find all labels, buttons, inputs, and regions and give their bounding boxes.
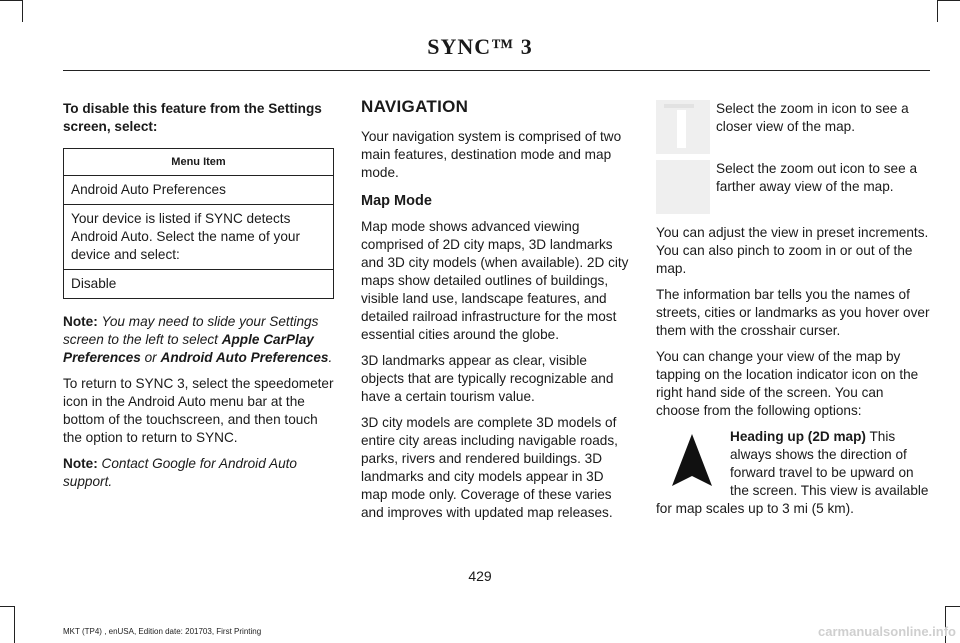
column-right — [656, 100, 930, 526]
note-label: Note: — [63, 456, 98, 471]
note-bold-a: Apple CarPlay Preferences — [63, 332, 314, 365]
note-label: Note: — [63, 314, 98, 329]
zoom-in-text: Select the zoom in icon to see a closer view of the map. — [716, 101, 909, 134]
city-models-para: 3D city models are complete 3D models of entire city areas including navigable roads, parks, rivers and rendered buildings. 3D landmarks and city models appear in 3D map mode only. Coverage of these varies and improves with updated map releases. — [361, 415, 618, 520]
column-left — [63, 100, 335, 499]
watermark: carmanualsonline.info — [818, 624, 956, 639]
info-bar-para: The information bar tells you the names of streets, cities or landmarks as you hover over them with the crosshair curser. — [656, 287, 930, 338]
note-text-a: You may need to slide your Settings screen to the left to select — [63, 314, 319, 347]
header-divider — [63, 70, 930, 71]
crop-mark — [937, 0, 938, 22]
crop-mark — [938, 0, 960, 1]
table-row: Your device is listed if SYNC detects Android Auto. Select the name of your device and select: — [64, 205, 334, 270]
note-carplay — [63, 313, 335, 367]
map-mode-para: Map mode shows advanced viewing comprised of 2D city maps, 3D landmarks and 3D city models (when available). 2D city maps show detailed outlines of buildings, visible land use, landscape features, and detailed railroad infrastructure for the most essential cities around the globe. — [361, 219, 629, 342]
note-bold-b: Android Auto Preferences — [160, 350, 329, 365]
crop-mark — [22, 0, 23, 22]
zoom-out-row — [656, 160, 930, 214]
heading-up-label: Heading up (2D map) — [730, 429, 866, 444]
zoom-out-icon — [656, 160, 710, 214]
column-middle — [361, 97, 633, 530]
preset-increments-para: You can adjust the view in preset increments. You can also pinch to zoom in or out of the map. — [656, 225, 929, 276]
landmarks-para: 3D landmarks appear as clear, visible objects that are typically recognizable and have a certain tourism value. — [361, 353, 614, 404]
note-text: Contact Google for Android Auto support. — [63, 456, 297, 489]
crop-mark — [0, 606, 14, 607]
note-text-c: . — [328, 350, 333, 365]
note-text-b: or — [144, 350, 157, 365]
zoom-out-text: Select the zoom out icon to see a farther away view of the map. — [716, 161, 918, 194]
page-number: 429 — [468, 568, 492, 584]
note-google — [63, 455, 335, 491]
crop-mark — [14, 606, 15, 643]
page-title: SYNC™ 3 — [427, 34, 533, 59]
heading-up-text: This always shows the direction of forward travel to be upward on the screen. This view is available for map scales up to 3 mi (5 km). — [656, 429, 929, 516]
footer-edition: MKT (TP4) , enUSA, Edition date: 201703, First Printing — [63, 627, 262, 636]
change-view-para: You can change your view of the map by tapping on the location indicator icon on the right hand side of the screen. You can choose from the following options: — [656, 349, 919, 418]
nav-intro: Your navigation system is comprised of two main features, destination mode and map mode. — [361, 129, 622, 180]
note-text — [63, 314, 332, 365]
table-row: Android Auto Preferences — [64, 176, 334, 205]
heading-up-arrow-icon — [668, 432, 716, 488]
crop-mark — [0, 0, 22, 1]
settings-intro: To disable this feature from the Settings screen, select: — [63, 101, 322, 134]
zoom-in-icon — [656, 100, 710, 154]
subsection-heading: Map Mode — [361, 193, 432, 209]
return-to-sync-para: To return to SYNC 3, select the speedometer icon in the Android Auto menu bar at the bottom of the touchscreen, and then touch the option to return to SYNC. — [63, 376, 334, 445]
table-header: Menu Item — [64, 149, 334, 176]
zoom-in-row — [656, 100, 930, 154]
crop-mark — [946, 606, 960, 607]
table-row: Disable — [64, 270, 334, 299]
section-heading: NAVIGATION — [361, 97, 469, 116]
menu-item-table — [63, 148, 334, 299]
heading-up-para — [656, 428, 930, 518]
